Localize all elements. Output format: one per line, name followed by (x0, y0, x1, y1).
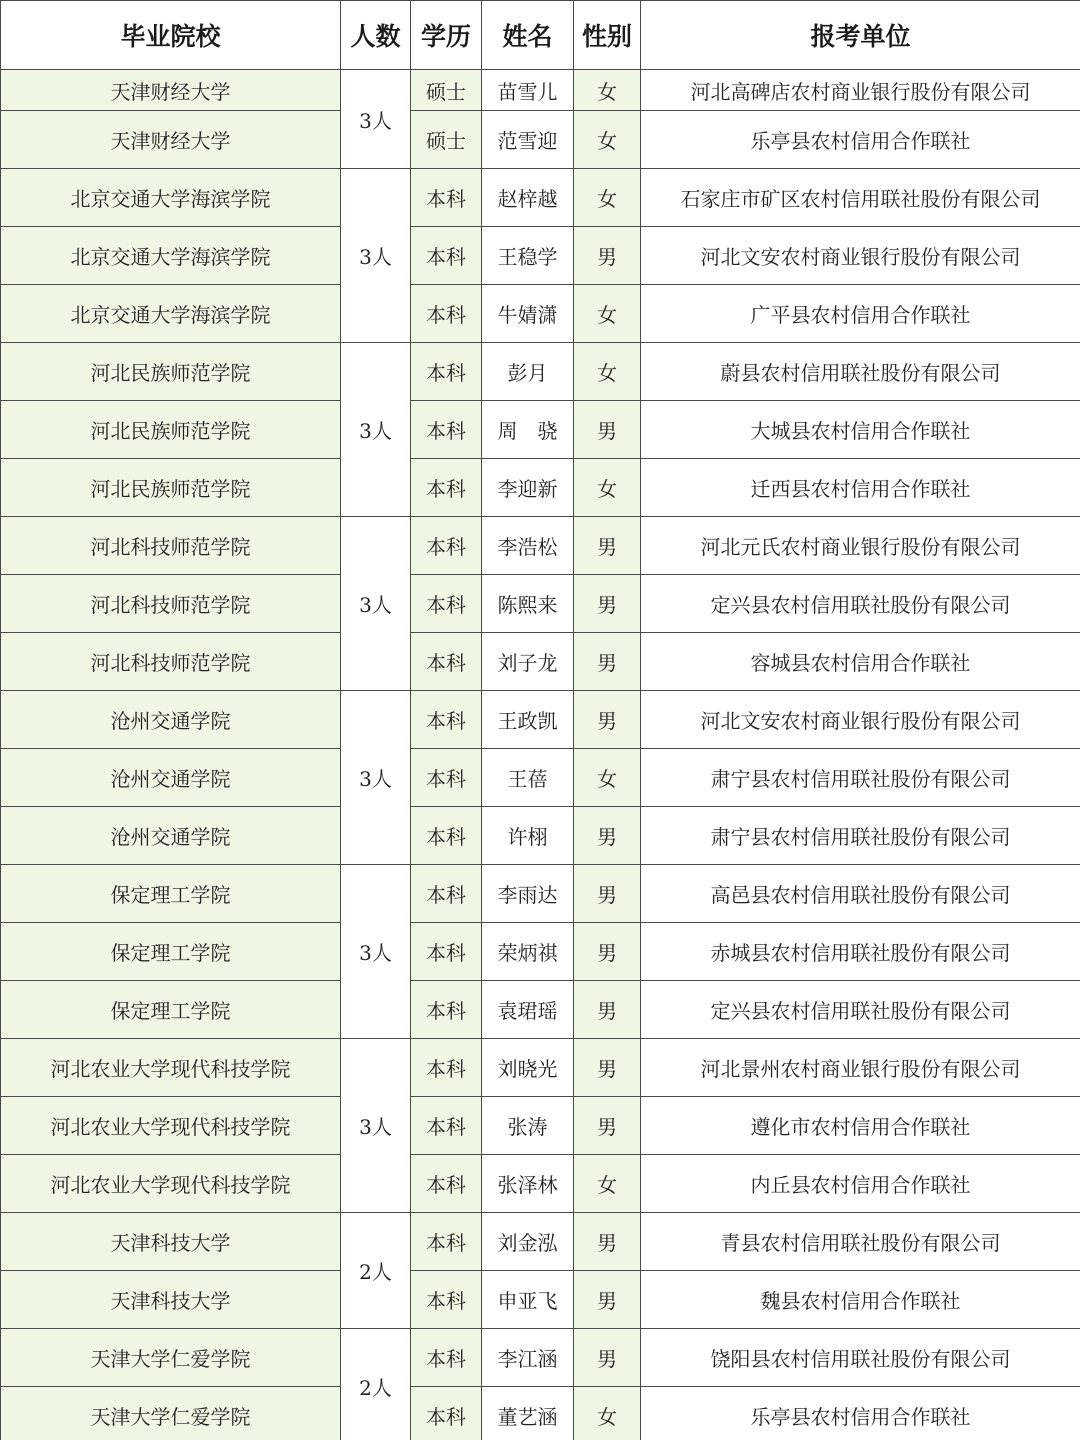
education-cell: 本科 (411, 517, 482, 575)
table-row (1, 1329, 1080, 1387)
name-cell: 李迎新 (482, 459, 574, 517)
unit-cell: 遵化市农村信用合作联社 (641, 1097, 1080, 1155)
count-cell: 3人 (341, 865, 411, 1039)
header-unit: 报考单位 (641, 1, 1080, 70)
name-cell: 荣炳祺 (482, 923, 574, 981)
unit-cell: 大城县农村信用合作联社 (641, 401, 1080, 459)
header-count: 人数 (341, 1, 411, 70)
table-row (1, 169, 1080, 227)
header-school: 毕业院校 (1, 1, 341, 70)
unit-cell: 迁西县农村信用合作联社 (641, 459, 1080, 517)
education-cell: 本科 (411, 1213, 482, 1271)
school-cell: 河北农业大学现代科技学院 (1, 1039, 341, 1097)
gender-cell: 男 (574, 807, 641, 865)
gender-cell: 男 (574, 575, 641, 633)
table-row (1, 285, 1080, 343)
table-row (1, 1271, 1080, 1329)
name-cell: 彭月 (482, 343, 574, 401)
gender-cell: 女 (574, 343, 641, 401)
gender-cell: 女 (574, 70, 641, 111)
table-row (1, 1097, 1080, 1155)
gender-cell: 男 (574, 691, 641, 749)
gender-cell: 男 (574, 865, 641, 923)
gender-cell: 男 (574, 923, 641, 981)
count-cell: 3人 (341, 343, 411, 517)
count-cell: 3人 (341, 691, 411, 865)
school-cell: 保定理工学院 (1, 865, 341, 923)
name-cell: 陈熙来 (482, 575, 574, 633)
education-cell: 本科 (411, 169, 482, 227)
gender-cell: 男 (574, 1039, 641, 1097)
school-cell: 沧州交通学院 (1, 807, 341, 865)
unit-cell: 石家庄市矿区农村信用联社股份有限公司 (641, 169, 1080, 227)
name-cell: 王稳学 (482, 227, 574, 285)
unit-cell: 蔚县农村信用联社股份有限公司 (641, 343, 1080, 401)
school-cell: 河北农业大学现代科技学院 (1, 1097, 341, 1155)
school-cell: 北京交通大学海滨学院 (1, 227, 341, 285)
name-cell: 刘金泓 (482, 1213, 574, 1271)
unit-cell: 高邑县农村信用联社股份有限公司 (641, 865, 1080, 923)
school-cell: 天津科技大学 (1, 1213, 341, 1271)
header-gender: 性别 (574, 1, 641, 70)
education-cell: 硕士 (411, 70, 482, 111)
table-body (1, 70, 1080, 1440)
name-cell: 董艺涵 (482, 1387, 574, 1440)
school-cell: 河北科技师范学院 (1, 517, 341, 575)
school-cell: 天津科技大学 (1, 1271, 341, 1329)
education-cell: 本科 (411, 749, 482, 807)
table-row (1, 227, 1080, 285)
table-row (1, 343, 1080, 401)
gender-cell: 男 (574, 633, 641, 691)
gender-cell: 男 (574, 401, 641, 459)
unit-cell: 乐亭县农村信用合作联社 (641, 1387, 1080, 1440)
name-cell: 许栩 (482, 807, 574, 865)
name-cell: 刘子龙 (482, 633, 574, 691)
education-cell: 本科 (411, 1039, 482, 1097)
education-cell: 本科 (411, 1329, 482, 1387)
table-row (1, 70, 1080, 111)
gender-cell: 男 (574, 1271, 641, 1329)
name-cell: 申亚飞 (482, 1271, 574, 1329)
table-row (1, 923, 1080, 981)
education-cell: 本科 (411, 691, 482, 749)
education-cell: 本科 (411, 227, 482, 285)
education-cell: 本科 (411, 343, 482, 401)
name-cell: 李江涵 (482, 1329, 574, 1387)
gender-cell: 男 (574, 981, 641, 1039)
name-cell: 袁珺瑶 (482, 981, 574, 1039)
table-row (1, 749, 1080, 807)
gender-cell: 女 (574, 1155, 641, 1213)
name-cell: 张泽林 (482, 1155, 574, 1213)
count-cell: 3人 (341, 517, 411, 691)
gender-cell: 女 (574, 459, 641, 517)
unit-cell: 肃宁县农村信用联社股份有限公司 (641, 807, 1080, 865)
gender-cell: 女 (574, 169, 641, 227)
table-row (1, 1155, 1080, 1213)
education-cell: 本科 (411, 1097, 482, 1155)
table-row (1, 691, 1080, 749)
education-cell: 本科 (411, 401, 482, 459)
unit-cell: 肃宁县农村信用联社股份有限公司 (641, 749, 1080, 807)
school-cell: 河北农业大学现代科技学院 (1, 1155, 341, 1213)
education-cell: 硕士 (411, 111, 482, 169)
name-cell: 王蓓 (482, 749, 574, 807)
gender-cell: 女 (574, 1387, 641, 1440)
unit-cell: 青县农村信用联社股份有限公司 (641, 1213, 1080, 1271)
name-cell: 刘晓光 (482, 1039, 574, 1097)
name-cell: 苗雪儿 (482, 70, 574, 111)
unit-cell: 定兴县农村信用联社股份有限公司 (641, 575, 1080, 633)
table-row (1, 981, 1080, 1039)
name-cell: 赵梓越 (482, 169, 574, 227)
school-cell: 河北科技师范学院 (1, 633, 341, 691)
count-cell: 3人 (341, 1039, 411, 1213)
school-cell: 天津财经大学 (1, 70, 341, 111)
gender-cell: 女 (574, 111, 641, 169)
school-cell: 天津大学仁爱学院 (1, 1329, 341, 1387)
name-cell: 张涛 (482, 1097, 574, 1155)
name-cell: 范雪迎 (482, 111, 574, 169)
education-cell: 本科 (411, 1387, 482, 1440)
gender-cell: 男 (574, 1329, 641, 1387)
education-cell: 本科 (411, 923, 482, 981)
count-cell: 2人 (341, 1213, 411, 1329)
count-cell: 2人 (341, 1329, 411, 1440)
school-cell: 河北民族师范学院 (1, 459, 341, 517)
table-row (1, 865, 1080, 923)
table-row (1, 517, 1080, 575)
gender-cell: 女 (574, 285, 641, 343)
gender-cell: 男 (574, 227, 641, 285)
unit-cell: 乐亭县农村信用合作联社 (641, 111, 1080, 169)
table-row (1, 401, 1080, 459)
table-header-row (1, 1, 1080, 70)
unit-cell: 内丘县农村信用合作联社 (641, 1155, 1080, 1213)
education-cell: 本科 (411, 807, 482, 865)
school-cell: 保定理工学院 (1, 981, 341, 1039)
unit-cell: 河北景州农村商业银行股份有限公司 (641, 1039, 1080, 1097)
table-row (1, 1387, 1080, 1440)
header-name: 姓名 (482, 1, 574, 70)
unit-cell: 赤城县农村信用联社股份有限公司 (641, 923, 1080, 981)
school-cell: 天津财经大学 (1, 111, 341, 169)
unit-cell: 饶阳县农村信用联社股份有限公司 (641, 1329, 1080, 1387)
school-cell: 河北民族师范学院 (1, 401, 341, 459)
education-cell: 本科 (411, 285, 482, 343)
education-cell: 本科 (411, 459, 482, 517)
header-education: 学历 (411, 1, 482, 70)
education-cell: 本科 (411, 865, 482, 923)
school-cell: 天津大学仁爱学院 (1, 1387, 341, 1440)
name-cell: 周 骁 (482, 401, 574, 459)
school-cell: 北京交通大学海滨学院 (1, 169, 341, 227)
name-cell: 牛婧潇 (482, 285, 574, 343)
gender-cell: 女 (574, 749, 641, 807)
table-row (1, 459, 1080, 517)
count-cell: 3人 (341, 70, 411, 169)
school-cell: 沧州交通学院 (1, 749, 341, 807)
education-cell: 本科 (411, 575, 482, 633)
table-row (1, 1039, 1080, 1097)
name-cell: 李浩松 (482, 517, 574, 575)
name-cell: 李雨达 (482, 865, 574, 923)
education-cell: 本科 (411, 1155, 482, 1213)
unit-cell: 魏县农村信用合作联社 (641, 1271, 1080, 1329)
gender-cell: 男 (574, 1097, 641, 1155)
school-cell: 河北科技师范学院 (1, 575, 341, 633)
school-cell: 北京交通大学海滨学院 (1, 285, 341, 343)
school-cell: 沧州交通学院 (1, 691, 341, 749)
table-row (1, 807, 1080, 865)
gender-cell: 男 (574, 517, 641, 575)
unit-cell: 容城县农村信用合作联社 (641, 633, 1080, 691)
table-row (1, 1213, 1080, 1271)
unit-cell: 定兴县农村信用联社股份有限公司 (641, 981, 1080, 1039)
education-cell: 本科 (411, 633, 482, 691)
school-cell: 河北民族师范学院 (1, 343, 341, 401)
unit-cell: 河北文安农村商业银行股份有限公司 (641, 691, 1080, 749)
education-cell: 本科 (411, 1271, 482, 1329)
unit-cell: 河北元氏农村商业银行股份有限公司 (641, 517, 1080, 575)
table-row (1, 575, 1080, 633)
gender-cell: 男 (574, 1213, 641, 1271)
count-cell: 3人 (341, 169, 411, 343)
unit-cell: 广平县农村信用合作联社 (641, 285, 1080, 343)
unit-cell: 河北高碑店农村商业银行股份有限公司 (641, 70, 1080, 111)
school-cell: 保定理工学院 (1, 923, 341, 981)
table-row (1, 111, 1080, 169)
name-cell: 王政凯 (482, 691, 574, 749)
table-row (1, 633, 1080, 691)
unit-cell: 河北文安农村商业银行股份有限公司 (641, 227, 1080, 285)
education-cell: 本科 (411, 981, 482, 1039)
